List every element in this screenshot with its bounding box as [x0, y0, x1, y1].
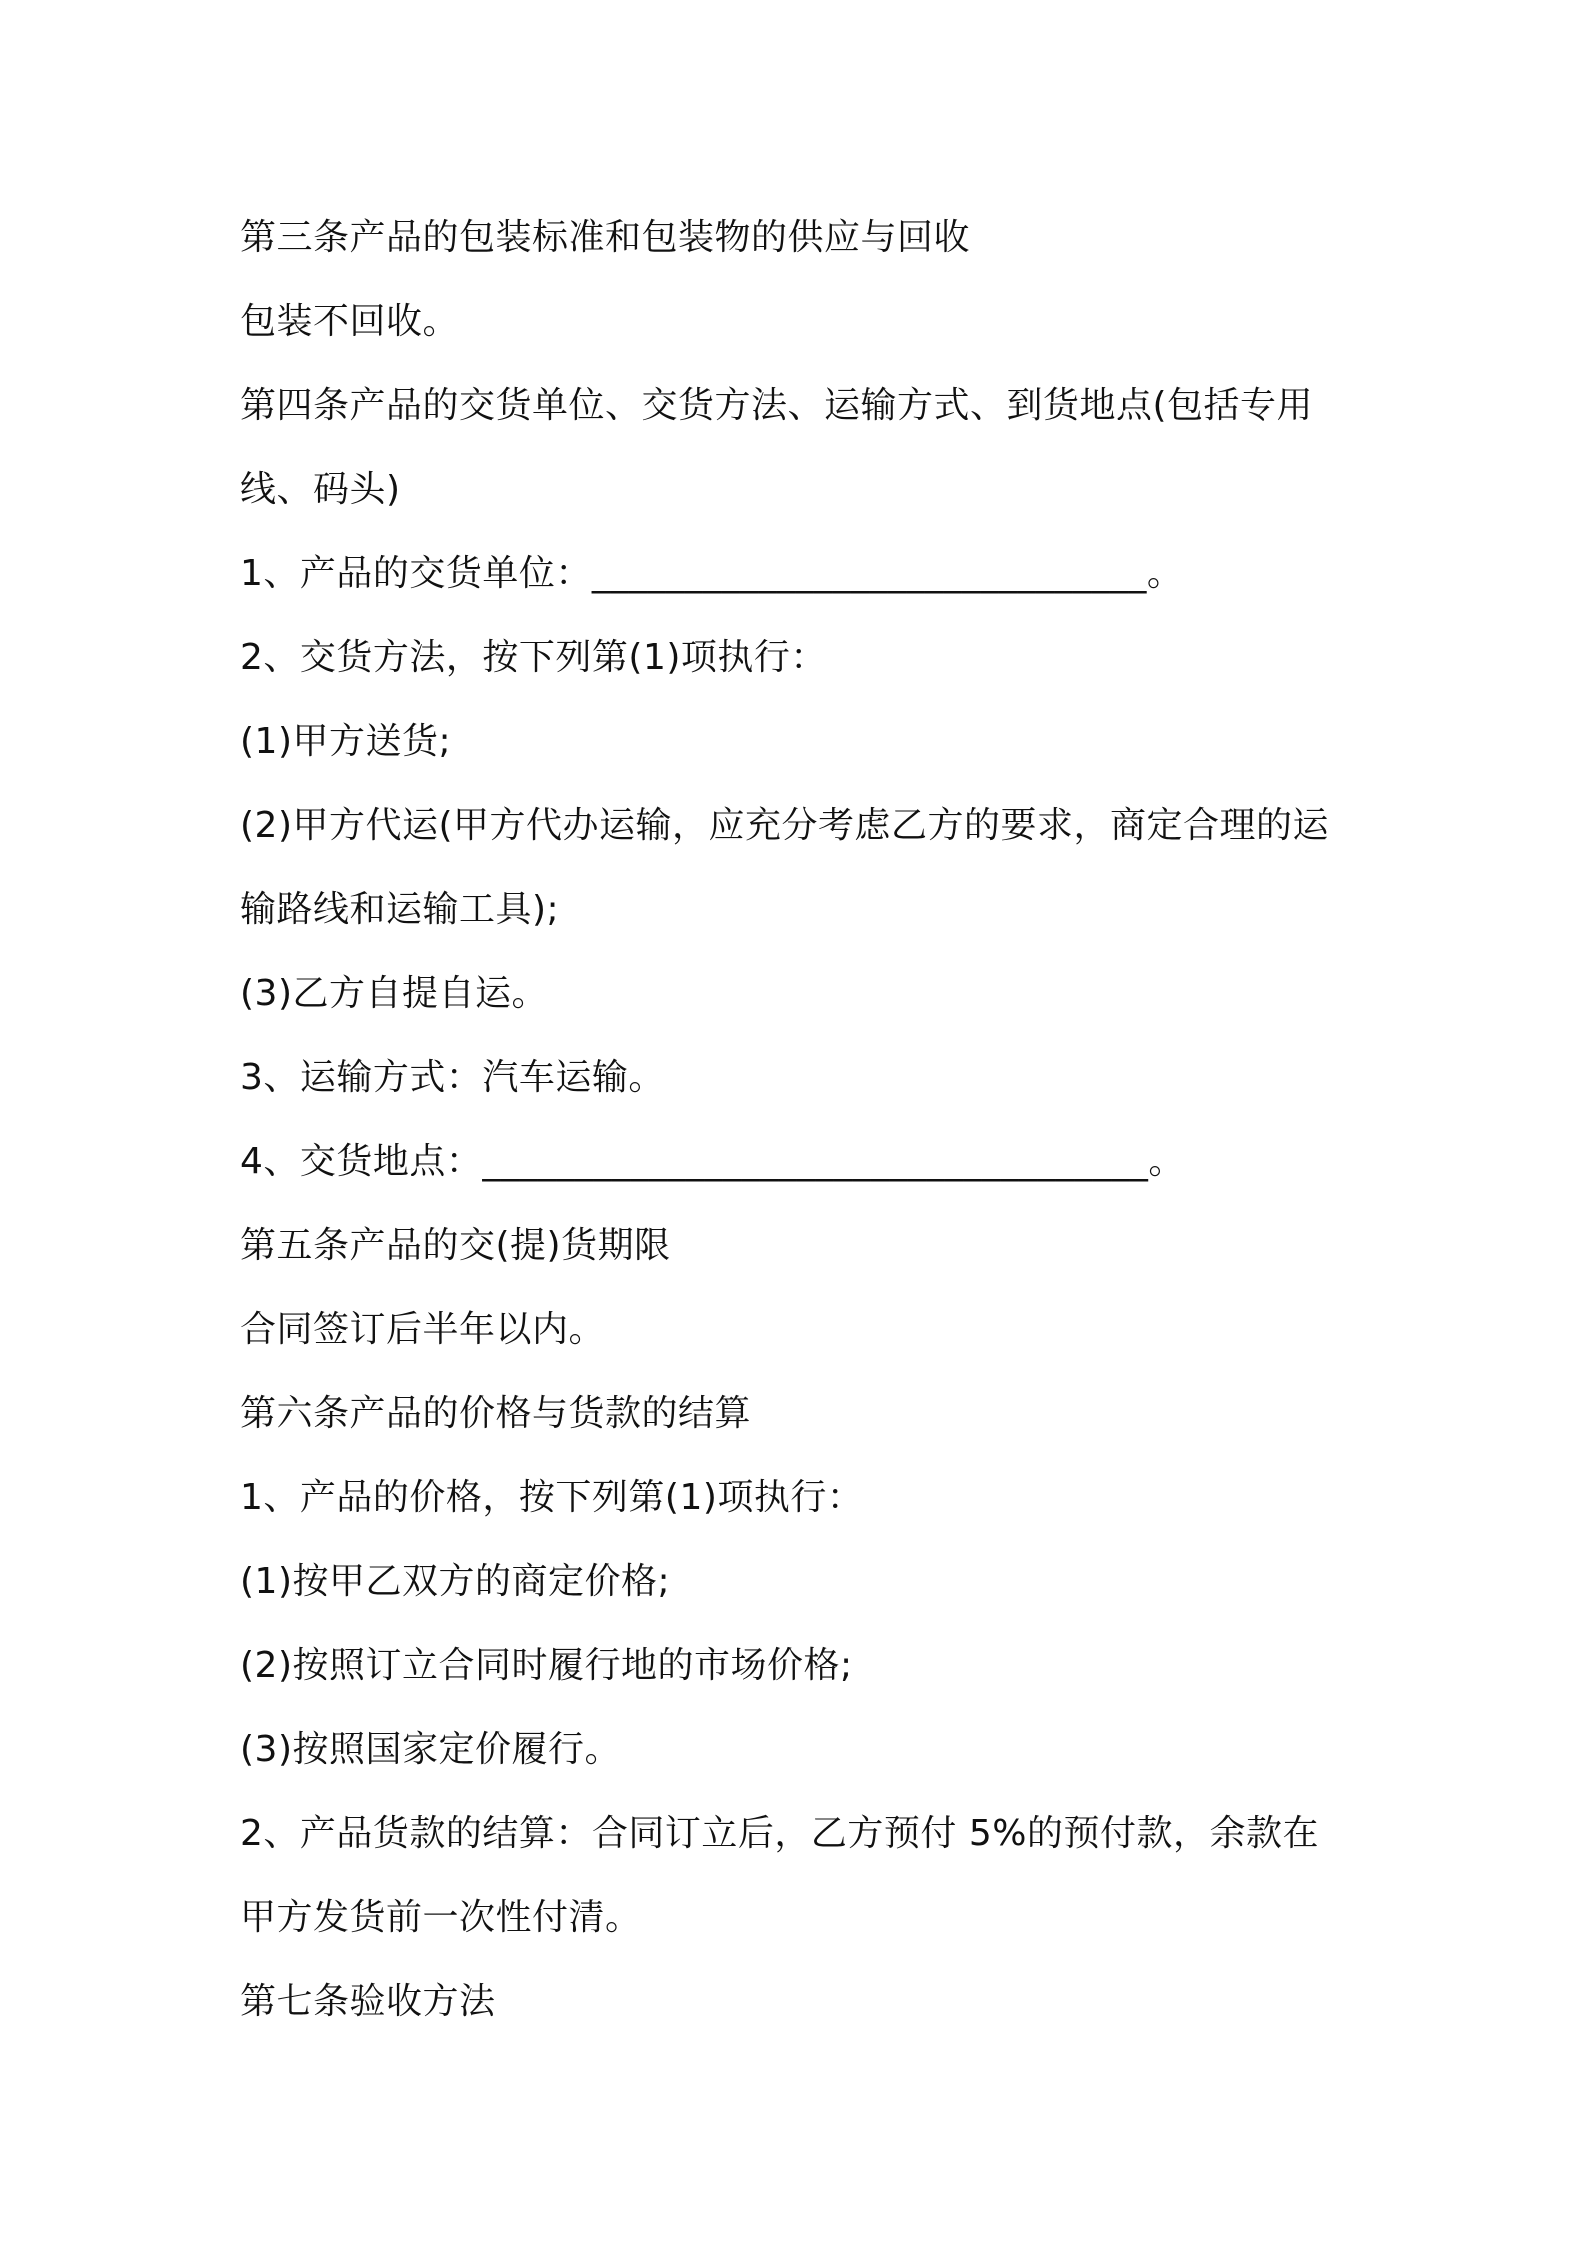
settlement-clause-cont: 甲方发货前一次性付清。 [240, 1897, 642, 1938]
delivery-period-clause: 合同签订后半年以内。 [240, 1309, 606, 1350]
delivery-option-3: (3)乙方自提自运。 [240, 973, 548, 1014]
article-7-heading: 第七条验收方法 [240, 1981, 496, 2022]
packaging-clause: 包装不回收。 [240, 301, 460, 342]
delivery-method-clause: 2、交货方法，按下列第(1)项执行： [240, 637, 827, 678]
delivery-unit-clause: 1、产品的交货单位：______________________________。 [240, 553, 1184, 594]
article-6-heading: 第六条产品的价格与货款的结算 [240, 1393, 752, 1434]
price-option-2: (2)按照订立合同时履行地的市场价格; [240, 1645, 853, 1686]
article-5-heading: 第五条产品的交(提)货期限 [240, 1225, 671, 1266]
price-option-3: (3)按照国家定价履行。 [240, 1729, 621, 1770]
delivery-option-2-cont: 输路线和运输工具); [240, 889, 560, 930]
transport-method-clause: 3、运输方式：汽车运输。 [240, 1057, 665, 1098]
article-4-heading: 第四条产品的交货单位、交货方法、运输方式、到货地点(包括专用 [240, 385, 1314, 426]
article-4-heading-cont: 线、码头) [240, 469, 401, 510]
delivery-location-clause: 4、交货地点：____________________________________。 [240, 1141, 1185, 1182]
settlement-clause: 2、产品货款的结算：合同订立后，乙方预付 5%的预付款，余款在 [240, 1813, 1319, 1854]
delivery-option-2: (2)甲方代运(甲方代办运输，应充分考虑乙方的要求，商定合理的运 [240, 805, 1330, 846]
document-body [240, 196, 1360, 2044]
price-clause: 1、产品的价格，按下列第(1)项执行： [240, 1477, 864, 1518]
delivery-option-1: (1)甲方送货; [240, 721, 452, 762]
price-option-1: (1)按甲乙双方的商定价格; [240, 1561, 671, 1602]
article-3-heading: 第三条产品的包装标准和包装物的供应与回收 [240, 217, 971, 258]
